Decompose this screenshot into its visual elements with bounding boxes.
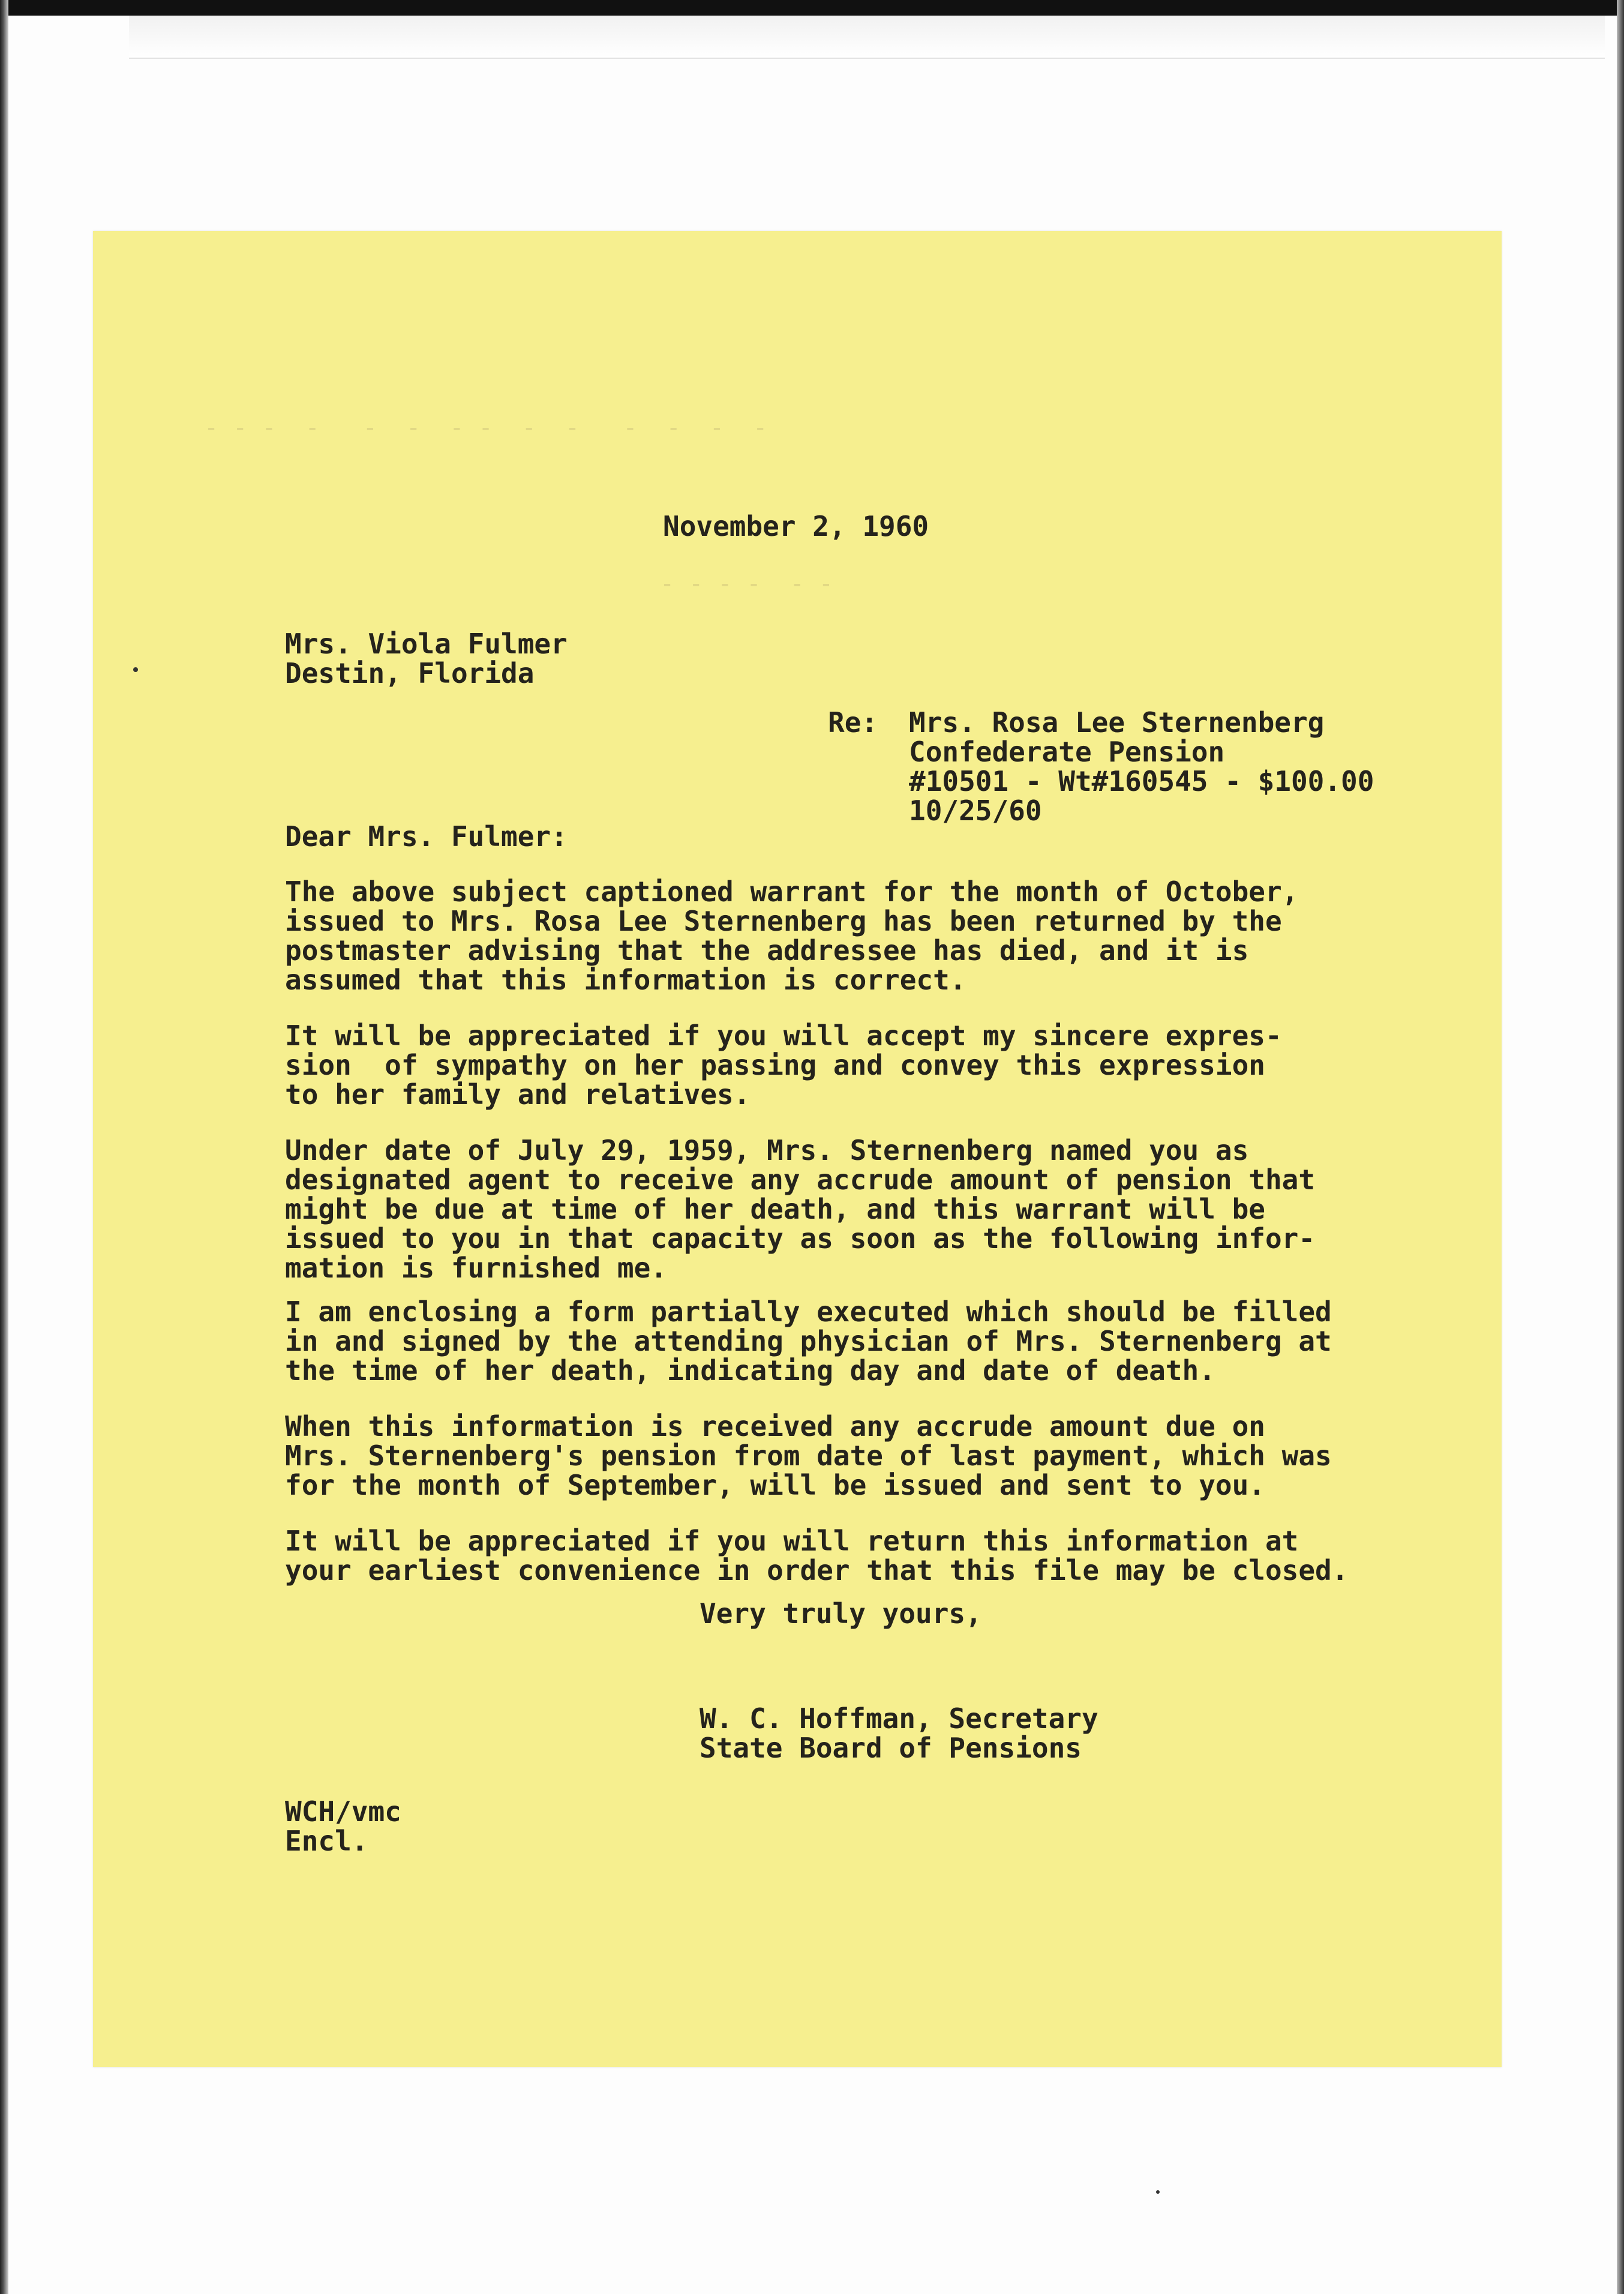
letter-date: November 2, 1960 (663, 510, 929, 542)
closing: Very truly yours, (700, 1597, 982, 1630)
scan-left-edge (0, 0, 8, 2294)
re-line: 10/25/60 (909, 794, 1042, 827)
paragraph-line: I am enclosing a form partially executed which should be filled (285, 1296, 1332, 1328)
signature-title: State Board of Pensions (700, 1732, 1082, 1764)
reference-initials: WCH/vmc (285, 1795, 401, 1828)
re-line: Confederate Pension (909, 736, 1225, 768)
enclosure-note: Encl. (285, 1825, 368, 1857)
paragraph-line: the time of her death, indicating day and date of death. (285, 1354, 1215, 1387)
paragraph-line: It will be appreciated if you will accept my sincere expres- (285, 1019, 1282, 1052)
re-label: Re: (828, 706, 878, 739)
paragraph-line: sion of sympathy on her passing and convey this expression (285, 1049, 1265, 1081)
paragraph-line: for the month of September, will be issued and sent to you. (285, 1469, 1265, 1501)
show-through-mark: - - - - - - - - - - - - - - (204, 414, 768, 442)
paragraph-line: might be due at time of her death, and this warrant will be (285, 1193, 1265, 1225)
paragraph-line: The above subject captioned warrant for the month of October, (285, 875, 1299, 908)
paragraph-line: Mrs. Sternenberg's pension from date of last payment, which was (285, 1440, 1332, 1472)
paragraph-line: Under date of July 29, 1959, Mrs. Sternenberg named you as (285, 1134, 1249, 1167)
re-line: #10501 - Wt#160545 - $100.00 (909, 765, 1374, 797)
paragraph-line: issued to you in that capacity as soon as the following infor- (285, 1222, 1316, 1255)
paragraph-line: in and signed by the attending physician of Mrs. Sternenberg at (285, 1325, 1332, 1357)
scan-speck (1156, 2190, 1160, 2194)
paragraph-line: issued to Mrs. Rosa Lee Sternenberg has been returned by the (285, 905, 1282, 937)
paragraph-line: It will be appreciated if you will return this information at (285, 1525, 1299, 1557)
paragraph-line: mation is furnished me. (285, 1252, 667, 1284)
scan-top-edge (0, 0, 1624, 16)
salutation: Dear Mrs. Fulmer: (285, 820, 568, 853)
re-line: Mrs. Rosa Lee Sternenberg (909, 706, 1325, 739)
paragraph-line: designated agent to receive any accrude amount of pension that (285, 1164, 1316, 1196)
paragraph-line: postmaster advising that the addressee has died, and it is (285, 934, 1249, 967)
scan-right-edge (1617, 0, 1624, 2294)
paragraph-line: to her family and relatives. (285, 1078, 751, 1111)
signature-name: W. C. Hoffman, Secretary (700, 1702, 1098, 1735)
show-through-mark: - - - - - - (660, 570, 833, 598)
paragraph-line: your earliest convenience in order that this file may be closed. (285, 1554, 1349, 1587)
scan-top-shadow (129, 16, 1605, 59)
recipient-address: Destin, Florida (285, 657, 535, 689)
scan-speck (133, 667, 138, 672)
paragraph-line: When this information is received any accrude amount due on (285, 1410, 1265, 1443)
recipient-name: Mrs. Viola Fulmer (285, 628, 568, 660)
paragraph-line: assumed that this information is correct. (285, 964, 966, 996)
